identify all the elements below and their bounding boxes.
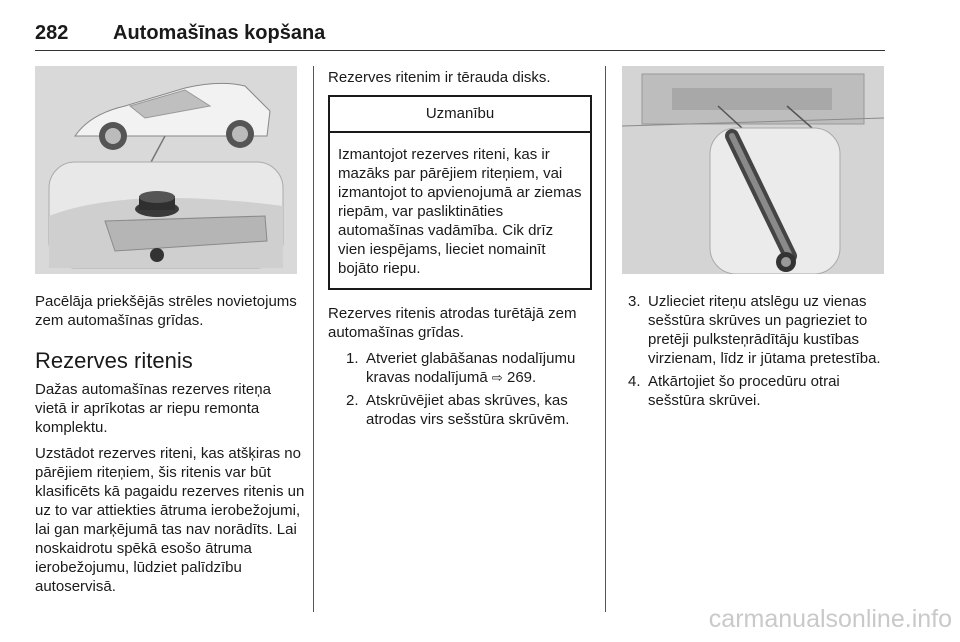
step-number: 4. [628, 373, 641, 390]
paragraph: Rezerves ritenim ir tērauda disks. [328, 69, 551, 86]
spare-wheel-bolts-illustration [622, 66, 884, 274]
list-item [328, 349, 592, 387]
page-header [35, 22, 885, 52]
arrow-reference-icon[interactable]: ⇨ [491, 370, 503, 385]
header-rule [35, 50, 885, 51]
step-text: Atskrūvējiet abas skrūves, kas atrodas virs sešstūra skrūvēm. [366, 392, 570, 428]
step-text: Atkārtojiet šo procedūru otrai sešstūra skrūvei. [648, 373, 840, 409]
list-item [622, 292, 888, 368]
page-reference[interactable]: 269. [506, 369, 537, 386]
step-number: 2. [346, 392, 359, 409]
list-item [328, 391, 592, 429]
left-column [35, 292, 305, 603]
column-divider-right [605, 66, 606, 612]
section-heading: Rezerves ritenis [35, 348, 193, 373]
paragraph: Dažas automašīnas rezerves riteņa vietā ir aprīkotas ar riepu remonta komplektu. [35, 381, 271, 436]
step-text: Atveriet glabāšanas nodalījumu kravas nodalījumā [366, 350, 576, 386]
wheel-wrench-drawing [622, 66, 884, 274]
paragraph: Rezerves ritenis atrodas turētājā zem automašīnas grīdas. [328, 305, 577, 341]
column-divider-left [313, 66, 314, 612]
step-number: 1. [346, 350, 359, 367]
paragraph: Uzstādot rezerves riteni, kas atšķiras no pārējiem riteņiem, šis ritenis var būt klasificēts kā pagaidu rezerves ritenis un uz to var attiekties ātruma ierobežojumi, lai gan marķējumā tas nav norādīts. Lai noskaidrotu spēkā esošo ātruma ierobežojumu, lūdziet palīdzību autoservisā. [35, 445, 305, 595]
step-text: Uzlieciet riteņu atslēgu uz vienas sešstūra skrūves un pagrieziet to pretēji pulksteņrādītāju kustības virzienam, līdz ir jūtama pretestība. [648, 293, 881, 367]
notice-title: Uzmanību [330, 97, 590, 133]
steps-list [328, 349, 592, 429]
right-column [622, 292, 888, 414]
car-jack-drawing [35, 66, 297, 274]
caution-notice [328, 95, 592, 290]
middle-column [328, 68, 592, 433]
step-number: 3. [628, 293, 641, 310]
figure-caption: Pacēlāja priekšējās strēles novietojums zem automašīnas grīdas. [35, 293, 297, 329]
list-item [622, 372, 888, 410]
lift-point-illustration [35, 66, 297, 274]
notice-body: Izmantojot rezerves riteni, kas ir mazāks par pārējiem riteņiem, vai izmantojot to apvienojumā ar ziemas riepām, var pasliktināties automašīnas vadāmība. Cik drīz vien iespējams, lieciet nomainīt bojāto riepu. [338, 146, 582, 277]
page-title: Automašīnas kopšana [113, 22, 326, 44]
watermark: carmanualsonline.info [708, 605, 952, 633]
steps-list [622, 292, 888, 410]
page-number: 282 [35, 22, 69, 44]
